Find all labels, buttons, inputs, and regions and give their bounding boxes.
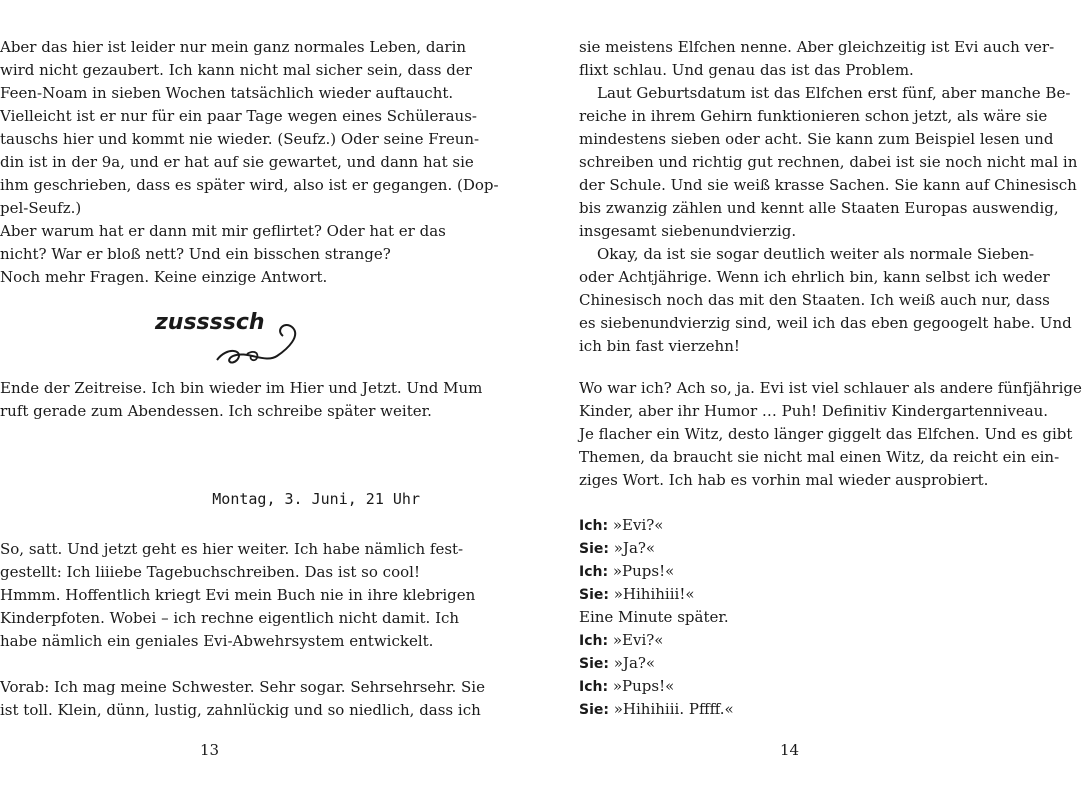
right-page — [500, 0, 1082, 800]
dialogue-text: »Pups!« — [608, 677, 675, 695]
text-line: Vorab: Ich mag meine Schwester. Sehr sogar. Sehrsehrsehr. Sie — [0, 678, 485, 696]
dialogue-text: »Pups!« — [608, 562, 675, 580]
dialogue-text: »Evi?« — [608, 631, 664, 649]
text-line: sie meistens Elfchen nenne. Aber gleichzeitig ist Evi auch ver- — [579, 38, 1055, 56]
dialogue-line — [579, 652, 999, 676]
text-line: ihm geschrieben, dass es später wird, also ist er gegangen. (Dop- — [0, 176, 499, 194]
text-line: schreiben und richtig gut rechnen, dabei ist sie noch nicht mal in — [579, 153, 1078, 171]
text-line: insgesamt siebenundvierzig. — [579, 222, 797, 240]
text-line: Ende der Zeitreise. Ich bin wieder im Hier und Jetzt. Und Mum — [0, 379, 483, 397]
diary-date: Montag, 3. Juni, 21 Uhr — [212, 490, 420, 508]
text-line: Kinder, aber ihr Humor … Puh! Definitiv Kindergartenniveau. — [579, 402, 1049, 420]
text-line: der Schule. Und sie weiß krasse Sachen. Sie kann auf Chinesisch — [579, 176, 1077, 194]
text-line: So, satt. Und jetzt geht es hier weiter. Ich habe nämlich fest- — [0, 540, 464, 558]
text-line: Hmmm. Hoffentlich kriegt Evi mein Buch nie in ihre klebrigen — [0, 586, 476, 604]
dialogue-text: »Hihihiii. Pffff.« — [608, 700, 734, 718]
text-line: Okay, da ist sie sogar deutlich weiter als normale Sieben- — [597, 245, 1035, 263]
speaker: Sie: — [579, 702, 609, 718]
dialogue-line — [579, 698, 999, 722]
speaker: Ich: — [579, 679, 609, 695]
dialogue-line — [579, 583, 999, 607]
text-line: Feen-Noam in sieben Wochen tatsächlich wieder auftaucht. — [0, 84, 454, 102]
text-line: nicht? War er bloß nett? Und ein bisschen strange? — [0, 245, 391, 263]
text-line: ist toll. Klein, dünn, lustig, zahnlückig und so niedlich, dass ich — [0, 701, 481, 719]
dialogue-line — [579, 537, 999, 561]
text-line: es siebenundvierzig sind, weil ich das eben gegoogelt habe. Und — [579, 314, 1072, 332]
dialogue-line — [579, 629, 999, 653]
text-line: Vielleicht ist er nur für ein paar Tage wegen eines Schüleraus- — [0, 107, 477, 125]
text-line: ich bin fast vierzehn! — [579, 337, 740, 355]
text-line: reiche in ihrem Gehirn funktionieren schon jetzt, als wäre sie — [579, 107, 1048, 125]
text-line: Je flacher ein Witz, desto länger giggelt das Elfchen. Und es gibt — [579, 425, 1073, 443]
speaker: Ich: — [579, 564, 609, 580]
text-line: Chinesisch noch das mit den Staaten. Ich weiß auch nur, dass — [579, 291, 1050, 309]
text-line: din ist in der 9a, und er hat auf sie gewartet, und dann hat sie — [0, 153, 474, 171]
dialogue-line — [579, 606, 999, 630]
dialogue-text: »Ja?« — [608, 654, 656, 672]
text-line: gestellt: Ich liiiebe Tagebuchschreiben. Das ist so cool! — [0, 563, 420, 581]
text-line: oder Achtjährige. Wenn ich ehrlich bin, kann selbst ich weder — [579, 268, 1050, 286]
text-line: bis zwanzig zählen und kennt alle Staaten Europas auswendig, — [579, 199, 1059, 217]
text-line: mindestens sieben oder acht. Sie kann zum Beispiel lesen und — [579, 130, 1054, 148]
speaker: Ich: — [579, 518, 609, 534]
dialogue-line — [579, 675, 999, 699]
page-number: 14 — [780, 741, 800, 759]
text-line: Laut Geburtsdatum ist das Elfchen erst fünf, aber manche Be- — [597, 84, 1071, 102]
dialogue-line — [579, 514, 999, 538]
text-line: flixt schlau. Und genau das ist das Problem. — [579, 61, 914, 79]
left-page — [0, 0, 500, 800]
dialogue-line — [579, 560, 999, 584]
speaker: Sie: — [579, 587, 609, 603]
text-line: tauschs hier und kommt nie wieder. (Seufz.) Oder seine Freun- — [0, 130, 480, 148]
sound-effect-word: zussssch — [155, 310, 265, 335]
speaker: Ich: — [579, 633, 609, 649]
dialogue-text: Eine Minute später. — [579, 608, 729, 626]
swirl-icon — [155, 306, 305, 366]
text-line: Aber warum hat er dann mit mir geflirtet? Oder hat er das — [0, 222, 446, 240]
text-line: Kinderpfoten. Wobei – ich rechne eigentlich nicht damit. Ich — [0, 609, 460, 627]
dialogue-text: »Hihihiii!« — [608, 585, 695, 603]
speaker: Sie: — [579, 541, 609, 557]
paragraph: Noch mehr Fragen. Keine einzige Antwort. — [0, 268, 328, 286]
speaker: Sie: — [579, 656, 609, 672]
dialogue-text: »Evi?« — [608, 516, 664, 534]
text-line: ruft gerade zum Abendessen. Ich schreibe später weiter. — [0, 402, 432, 420]
text-line: Aber das hier ist leider nur mein ganz normales Leben, darin — [0, 38, 467, 56]
sound-effect — [155, 306, 305, 366]
text-line: habe nämlich ein geniales Evi-Abwehrsystem entwickelt. — [0, 632, 434, 650]
text-line: pel-Seufz.) — [0, 199, 82, 217]
text-line: Wo war ich? Ach so, ja. Evi ist viel schlauer als andere fünfjährige — [579, 379, 1082, 397]
text-line: ziges Wort. Ich hab es vorhin mal wieder ausprobiert. — [579, 471, 989, 489]
page-number: 13 — [200, 741, 220, 759]
dialogue-text: »Ja?« — [608, 539, 656, 557]
text-line: Themen, da braucht sie nicht mal einen Witz, da reicht ein ein- — [579, 448, 1060, 466]
text-line: wird nicht gezaubert. Ich kann nicht mal sicher sein, dass der — [0, 61, 472, 79]
